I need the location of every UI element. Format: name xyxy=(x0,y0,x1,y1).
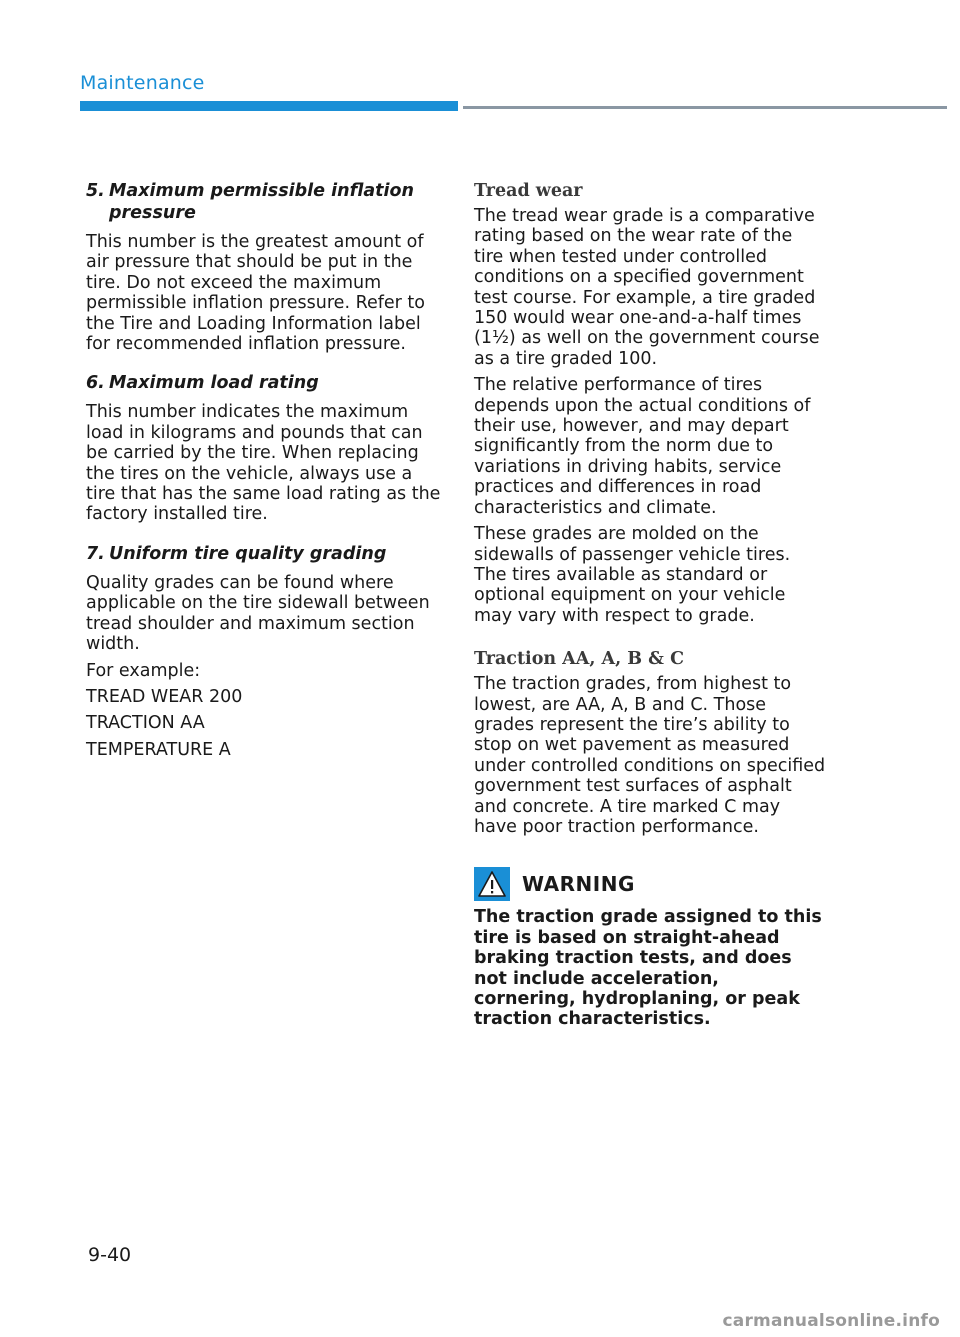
item-7-heading xyxy=(86,543,444,565)
warning-title: WARNING xyxy=(522,872,635,897)
item-7-text: Quality grades can be found where applicable on the tire sidewall between tread shoulder and maximum section width. xyxy=(86,572,430,655)
item-5-text: This number is the greatest amount of air pressure that should be put in the tire. Do not exceed the maximum permissible inflation pressure. Refer to the Tire and Loading Information label for recommended inflation pressure. xyxy=(86,232,425,355)
item-7-number: 7. xyxy=(86,543,105,564)
warning-text: The traction grade assigned to this tire is based on straight-ahead braking traction tests, and does not include acceleration, cornering, hydroplaning, or peak traction characteristics. xyxy=(474,907,822,1030)
example-label: For example: xyxy=(86,660,201,681)
example-temperature: TEMPERATURE A xyxy=(86,739,231,760)
tread-wear-paragraph-1: The tread wear grade is a comparative rating based on the wear rate of the tire when tested under controlled conditions on a specified government test course. For example, a tire graded 150 would wear one-and-a-half times (1½) as well on the government course as a tire graded 100. xyxy=(474,206,820,369)
item-6-text: This number indicates the maximum load in kilograms and pounds that can be carried by the tire. When replacing the tires on the vehicle, always use a tire that has the same load rating as the factory installed tire. xyxy=(86,402,441,525)
header-rule-accent xyxy=(80,101,458,111)
item-5-heading xyxy=(86,180,444,224)
item-5-number: 5. xyxy=(86,181,105,201)
example-tread-wear: TREAD WEAR 200 xyxy=(86,686,243,707)
header-rule-grey xyxy=(463,106,947,109)
left-column xyxy=(86,180,444,766)
tread-wear-paragraph-3: These grades are molded on the sidewalls of passenger vehicle tires. The tires available as standard or optional equipment on your vehicle may vary with respect to grade. xyxy=(474,524,791,626)
tread-wear-paragraph-2: The relative performance of tires depends upon the actual conditions of their use, however, and may depart significantly from the norm due to variations in driving habits, service practices and differences in road characteristics and climate. xyxy=(474,375,811,518)
watermark: carmanualsonline.info xyxy=(722,1311,940,1331)
warning-heading xyxy=(474,867,826,901)
right-column xyxy=(474,180,826,1030)
item-6-number: 6. xyxy=(86,373,105,394)
traction-heading: Traction AA, A, B & C xyxy=(474,649,684,670)
item-7-title: Uniform tire quality grading xyxy=(109,543,387,564)
item-6-heading xyxy=(86,372,444,394)
item-6-title: Maximum load rating xyxy=(109,373,319,394)
warning-triangle-icon xyxy=(474,867,510,901)
item-5-title: Maximum permissible inflation pressure xyxy=(109,181,414,223)
page-number: 9-40 xyxy=(88,1244,132,1266)
tread-wear-heading: Tread wear xyxy=(474,181,583,201)
example-traction: TRACTION AA xyxy=(86,713,205,734)
section-title: Maintenance xyxy=(80,72,205,94)
traction-text: The traction grades, from highest to lowest, are AA, A, B and C. Those grades represent the tire’s ability to stop on wet pavement as measured under controlled conditions on specified government test surfaces of asphalt and concrete. A tire marked C may have poor traction performance. xyxy=(474,674,826,837)
